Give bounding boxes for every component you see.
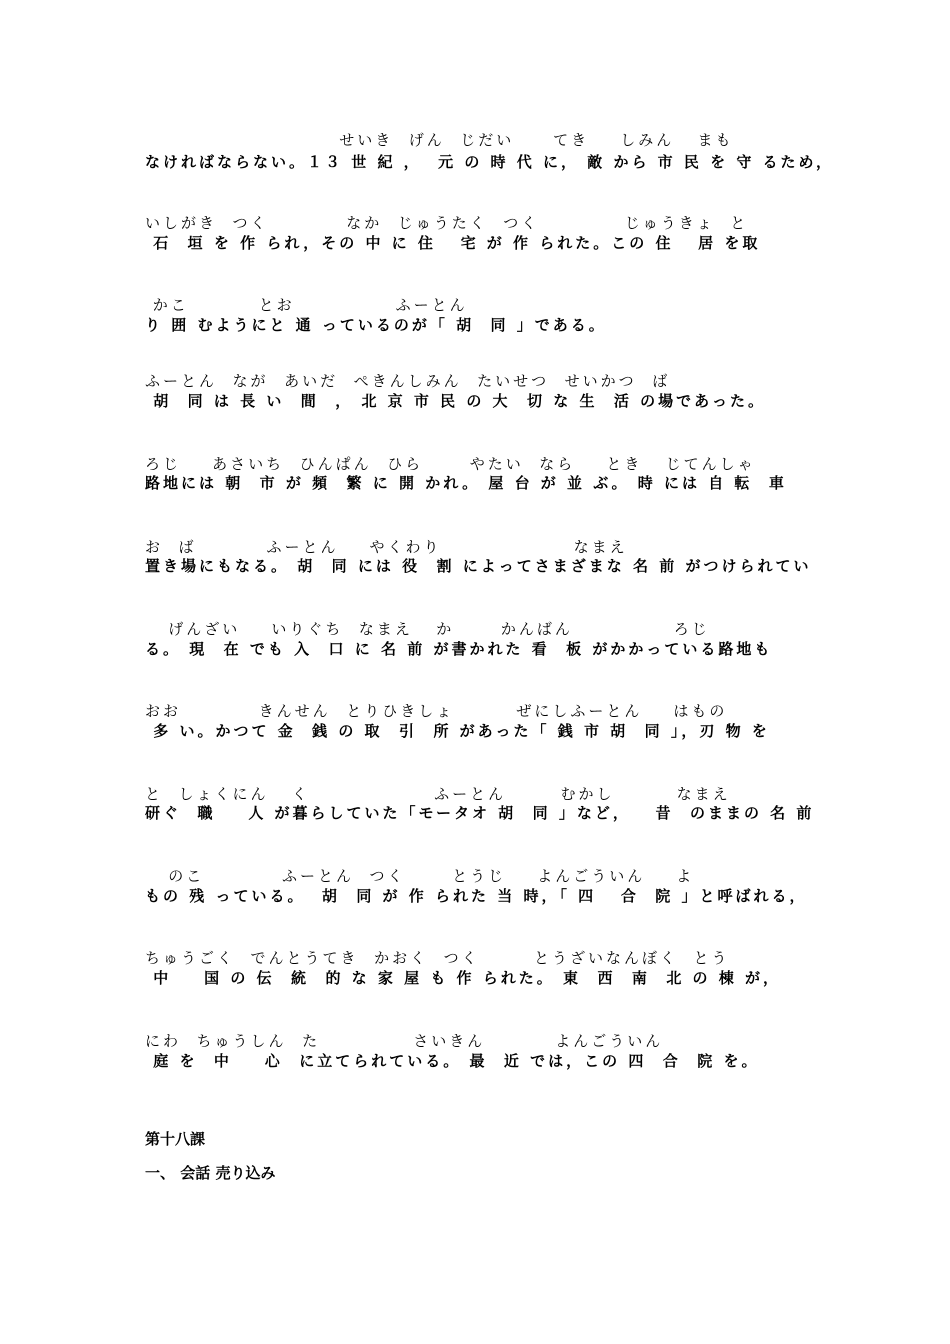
furigana-line: ちゅうごく でんとうてき かおく つく とうざいなんぼく とう <box>145 949 730 967</box>
body-text-line: り 囲 むようにと 通 っているのが「 胡 同 」である。 <box>145 316 607 334</box>
body-text-line: 中 国 の 伝 統 的 な 家 屋 も 作 られた。 東 西 南 北 の 棟 が， <box>145 969 782 987</box>
body-text-line: 置き場にもなる。 胡 同 には 役 割 によってさまざまな 名 前 がつけられてい <box>145 557 812 575</box>
body-text-line: もの 残 っている。 胡 同 が 作 られた 当 時，「 四 合 院 」と呼ばれる， <box>145 887 808 905</box>
furigana-line: にわ ちゅうしん た さいきん よんごういん <box>145 1032 664 1050</box>
furigana-line: おお きんせん とりひきしょ ぜにしふーとん はもの <box>145 702 728 720</box>
body-text-line: 多 い。かつて 金 銭 の 取 引 所 があった「 銭 市 胡 同 」，刃 物 を <box>145 722 770 740</box>
furigana-line: のこ ふーとん つく とうじ よんごういん よ <box>145 867 695 885</box>
body-text-line: る。 現 在 でも 入 口 に 名 前 が書かれた 看 板 がかかっている路地も <box>145 640 773 658</box>
section-title: 一、 会話 売り込み <box>145 1164 276 1182</box>
body-text-line: 庭 を 中 心 に立てられている。 最 近 では，この 四 合 院 を。 <box>145 1052 760 1070</box>
furigana-line: せいき げん じだい てき しみん まも <box>145 131 734 149</box>
furigana-line: ろじ あさいち ひんぱん ひら やたい なら とき じてんしゃ <box>145 455 756 473</box>
body-text-line: 研ぐ 職 人 が暮らしていた「モータオ 胡 同 」など， 昔 のままの 名 前 <box>145 804 815 822</box>
furigana-line: いしがき つく なか じゅうたく つく じゅうきょ と <box>145 214 749 232</box>
body-text-line: なければならない。１３ 世 紀 ， 元 の 時 代 に， 敵 から 市 民 を 守 るため， <box>145 153 834 171</box>
furigana-line: ふーとん なが あいだ ぺきんしみん たいせつ せいかつ ば <box>145 372 671 390</box>
body-text-line: 石 垣 を 作 られ，その 中 に 住 宅 が 作 られた。この 住 居 を取 <box>145 234 761 252</box>
furigana-line: と しょくにん く ふーとん むかし なまえ <box>145 785 731 803</box>
body-text-line: 路地には 朝 市 が 頻 繁 に 開 かれ。 屋 台 が 並 ぶ。 時 には 自 転 車 <box>145 474 787 492</box>
furigana-line: かこ とお ふーとん <box>145 296 468 314</box>
lesson-title: 第十八課 <box>145 1130 206 1148</box>
furigana-line: お ば ふーとん やくわり なまえ <box>145 538 628 556</box>
furigana-line: げんざい いりぐち なまえ か かんばん ろじ <box>145 620 710 638</box>
body-text-line: 胡 同 は 長 い 間 ， 北 京 市 民 の 大 切 な 生 活 の場であった。 <box>145 392 766 410</box>
